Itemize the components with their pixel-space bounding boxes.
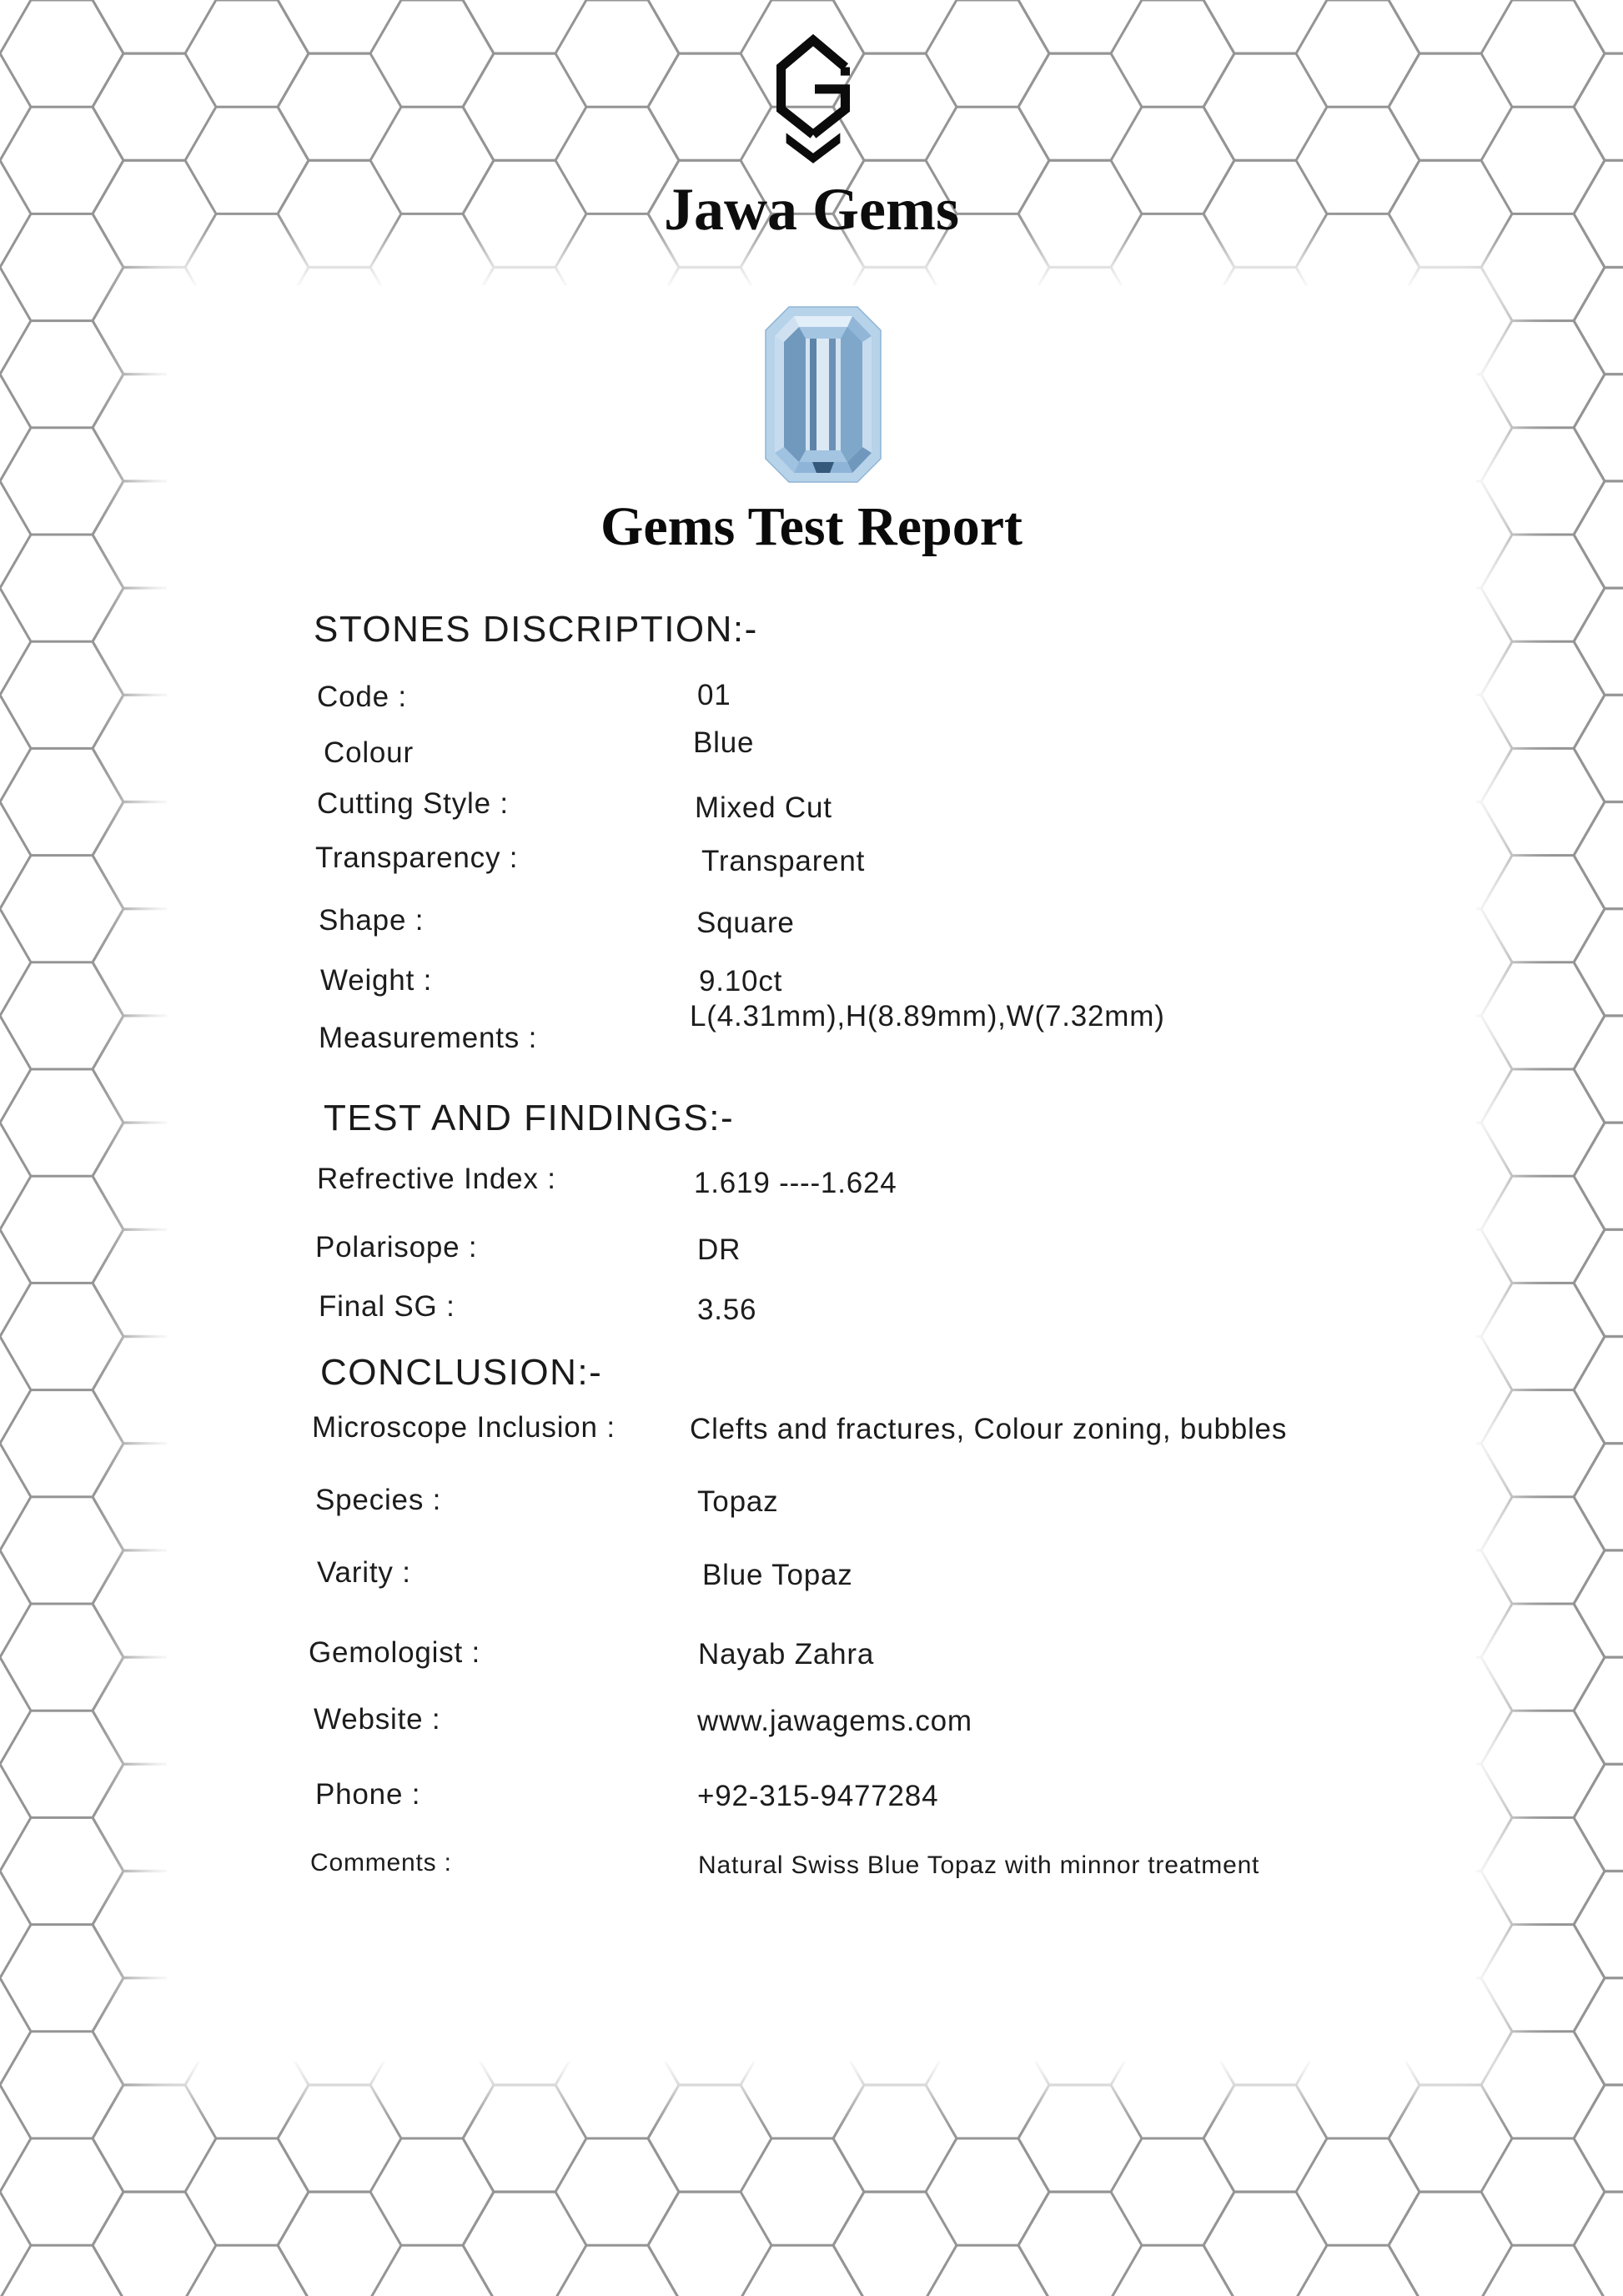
field-label-cutting-style: Cutting Style : <box>317 787 509 820</box>
field-label-measurements: Measurements : <box>319 1022 538 1054</box>
field-value-shape: Square <box>696 907 795 939</box>
field-value-varity: Blue Topaz <box>702 1559 853 1591</box>
field-value-refrective-index: 1.619 ----1.624 <box>694 1167 897 1199</box>
field-label-shape: Shape : <box>319 904 425 937</box>
field-value-microscope-inclusion: Clefts and fractures, Colour zoning, bubbles <box>690 1413 1288 1445</box>
field-label-polarisope: Polarisope : <box>315 1231 478 1264</box>
field-label-refrective-index: Refrective Index : <box>317 1163 556 1195</box>
field-label-website: Website : <box>314 1703 441 1736</box>
field-value-transparency: Transparent <box>701 845 866 877</box>
field-label-final-sg: Final SG : <box>319 1290 455 1323</box>
field-value-final-sg: 3.56 <box>697 1294 757 1326</box>
field-label-colour: Colour <box>324 736 414 769</box>
field-value-measurements: L(4.31mm),H(8.89mm),W(7.32mm) <box>690 1000 1165 1032</box>
section-heading-conclusion: CONCLUSION:- <box>320 1352 603 1393</box>
gem-photo <box>764 305 882 484</box>
field-label-microscope-inclusion: Microscope Inclusion : <box>312 1411 616 1444</box>
field-value-phone: +92-315-9477284 <box>697 1780 939 1812</box>
field-value-weight: 9.10ct <box>699 965 783 997</box>
field-label-transparency: Transparency : <box>315 842 519 874</box>
field-label-weight: Weight : <box>320 964 433 997</box>
field-value-gemologist: Nayab Zahra <box>698 1638 875 1671</box>
field-label-varity: Varity : <box>317 1556 411 1589</box>
section-heading-test-and-findings: TEST AND FINDINGS:- <box>324 1098 735 1138</box>
field-value-cutting-style: Mixed Cut <box>695 791 832 824</box>
field-value-code: 01 <box>697 679 731 711</box>
field-value-species: Topaz <box>697 1485 779 1518</box>
field-label-gemologist: Gemologist : <box>309 1636 481 1669</box>
section-heading-stones-discription: STONES DISCRIPTION:- <box>314 609 758 650</box>
logo-chevron-down-icon <box>786 133 841 163</box>
logo-g-crossbar <box>813 89 845 135</box>
field-label-code: Code : <box>317 681 407 713</box>
brand-name: Jawa Gems <box>664 176 959 243</box>
field-value-website: www.jawagems.com <box>697 1705 972 1737</box>
jawa-gems-logo-icon <box>770 32 857 175</box>
field-value-comments: Natural Swiss Blue Topaz with minnor treatment <box>698 1851 1260 1879</box>
report-title: Gems Test Report <box>600 496 1023 557</box>
field-label-comments: Comments : <box>310 1849 452 1876</box>
field-value-polarisope: DR <box>697 1233 741 1266</box>
field-value-colour: Blue <box>693 726 755 759</box>
field-label-species: Species : <box>315 1484 442 1516</box>
field-label-phone: Phone : <box>315 1778 421 1811</box>
